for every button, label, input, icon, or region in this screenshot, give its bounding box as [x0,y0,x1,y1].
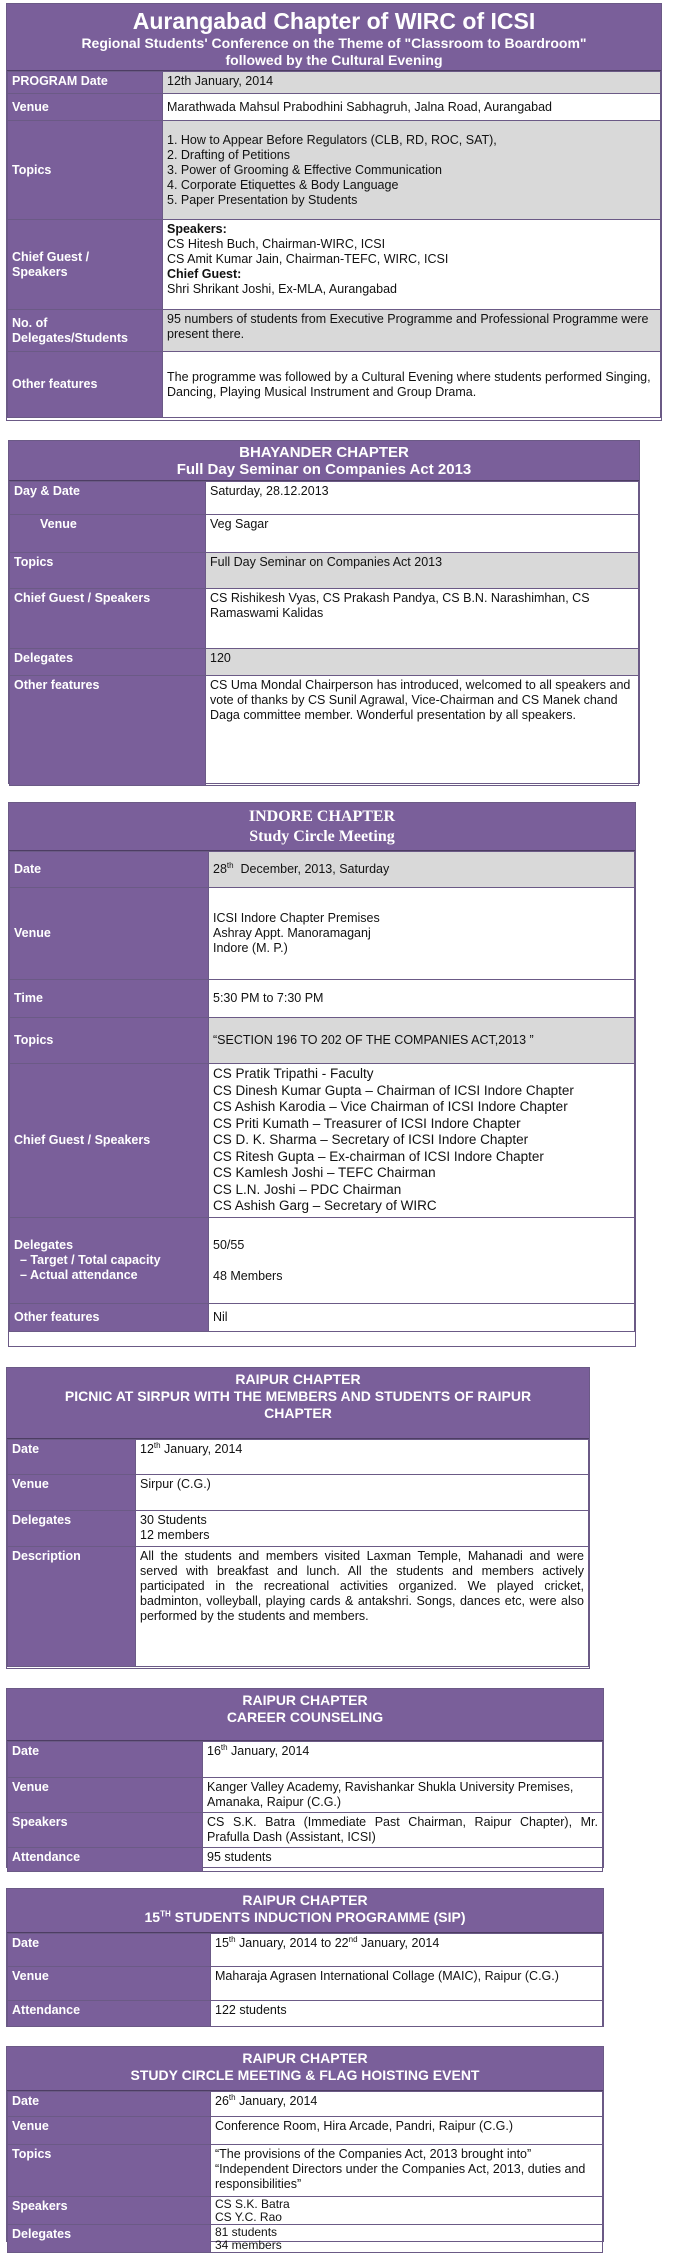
raipur-picnic-venue-label: Venue [8,1475,136,1511]
venue-line: Indore (M. P.) [213,941,288,955]
aurangabad-venue-label: Venue [8,94,163,121]
raipur-sip-header [7,1889,603,1933]
date-day: 15 [215,1936,229,1950]
date-day: 26 [215,2094,229,2108]
raipur-study-venue-value: Conference Room, Hira Arcade, Pandri, Raipur (C.G.) [211,2117,603,2145]
raipur-study-date-value [211,2092,603,2117]
raipur-career-date-value [203,1742,603,1778]
raipur-study-venue-label: Venue [8,2117,211,2145]
raipur-sip-date-value [211,1934,603,1967]
bhayander-date-value: Saturday, 28.12.2013 [206,482,639,515]
aurangabad-delegates-label [8,310,163,352]
guest-item: CS Dinesh Kumar Gupta – Chairman of ICSI Indore Chapter [213,1082,574,1098]
date-mid: January, 2014 to 22 [235,1936,349,1950]
guest-label-line: Speakers [12,264,68,279]
bhayander-venue-value: Veg Sagar [206,515,639,553]
guest-item: CS Kamlesh Joshi – TEFC Chairman [213,1165,436,1180]
raipur-career-speakers-label: Speakers [8,1813,203,1848]
aurangabad-date-value: 12th January, 2014 [163,72,661,94]
raipur-sip-venue-label: Venue [8,1967,211,2001]
aurangabad-subtitle-1: Regional Students' Conference on the Theme of "Classroom to Boardroom" [81,35,587,51]
guest-item: CS L.N. Joshi – PDC Chairman [213,1181,402,1197]
aurangabad-header [7,4,661,71]
raipur-picnic-table [7,1439,589,1667]
delegates-label-line: – Actual attendance [20,1268,138,1282]
venue-line: Ashray Appt. Manoramaganj [213,926,371,940]
guest-item: CS D. K. Sharma – Secretary of ICSI Indore Chapter [213,1132,529,1147]
date-rest: January, 2014 [227,1744,310,1758]
raipur-study-topics-value: “The provisions of the Companies Act, 2013 brought into” “Independent Directors under the Companies Act, 2013, duties and responsibilities” [211,2145,603,2197]
raipur-sip-attendance-value: 122 students [211,2001,603,2027]
indore-venue-value [209,888,635,980]
raipur-picnic-title: RAIPUR CHAPTER [235,1371,361,1387]
raipur-study-date-label: Date [8,2092,211,2117]
raipur-career-date-label: Date [8,1742,203,1778]
delegates-label-line: – Target / Total capacity [20,1253,161,1267]
bhayander-date-label: Day & Date [10,482,206,515]
indore-other-label: Other features [10,1304,209,1332]
aurangabad-topics-list [163,121,661,220]
raipur-sip-subtitle [7,1909,603,1926]
raipur-picnic-header [7,1368,589,1439]
indore-section [8,802,636,1347]
raipur-career-venue-label: Venue [8,1778,203,1813]
raipur-picnic-delegates-value [136,1511,589,1547]
date-rest: December, 2013, Saturday [233,862,390,876]
raipur-picnic-date-label: Date [8,1440,136,1475]
raipur-study-header [7,2047,603,2091]
raipur-career-attendance-label: Attendance [8,1848,203,1872]
bhayander-section [8,440,640,784]
subtitle-number: 15 [144,1909,161,1925]
indore-table [9,851,635,1332]
aurangabad-section [6,3,662,421]
speaker-line: CS S.K. Batra [215,2197,290,2211]
bhayander-other-label: Other features [10,676,206,786]
aurangabad-title: Aurangabad Chapter of WIRC of ICSI [132,8,536,34]
delegates-label-line: Delegates/Students [12,330,129,345]
indore-date-label: Date [10,852,209,888]
venue-line: ICSI Indore Chapter Premises [213,911,380,925]
delegates-label-line: No. of [12,315,48,330]
indore-topics-label: Topics [10,1018,209,1064]
topic-item: 1. How to Appear Before Regulators (CLB, RD, ROC, SAT), [167,132,497,147]
raipur-study-topics-label: Topics [8,2145,211,2197]
topic-item: 5. Paper Presentation by Students [167,192,358,207]
indore-delegates-label [10,1218,209,1304]
raipur-study-subtitle: STUDY CIRCLE MEETING & FLAG HOISTING EVENT [130,2067,480,2083]
aurangabad-other-value: The programme was followed by a Cultural Evening where students performed Singing, Dancing, Playing Musical Instrument and Group Drama. [163,352,661,418]
raipur-sip-table [7,1933,603,2027]
delegates-actual: 48 Members [213,1268,283,1283]
aurangabad-delegates-value: 95 numbers of students from Executive Programme and Professional Programme were present there. [163,310,661,352]
date-day: 16 [207,1744,221,1758]
aurangabad-venue-value: Marathwada Mahsul Prabodhini Sabhagruh, Jalna Road, Aurangabad [163,94,661,121]
bhayander-delegates-value: 120 [206,649,639,676]
date-day: 28 [213,862,227,876]
date-suffix: th [220,1742,228,1752]
raipur-sip-venue-value: Maharaja Agrasen International Collage (MAIC), Raipur (C.G.) [211,1967,603,2001]
indore-time-label: Time [10,980,209,1018]
indore-title: INDORE CHAPTER [248,808,396,825]
bhayander-topics-label: Topics [10,553,206,589]
topic-item: 2. Drafting of Petitions [167,147,290,162]
raipur-career-venue-value: Kanger Valley Academy, Ravishankar Shukla University Premises, Amanaka, Raipur (C.G.) [203,1778,603,1813]
aurangabad-table [7,71,661,418]
indore-date-value [209,852,635,888]
guest-item: CS Ritesh Gupta – Ex-chairman of ICSI Indore Chapter [213,1148,544,1164]
indore-guest-list [209,1064,635,1218]
raipur-study-section [6,2046,604,2252]
speakers-heading: Speakers: [167,222,227,236]
date-rest: January, 2014 [160,1442,243,1456]
speaker-item: CS Hitesh Buch, Chairman-WIRC, ICSI [167,237,386,251]
raipur-study-speakers-label: Speakers [8,2197,211,2225]
aurangabad-topics-label: Topics [8,121,163,220]
guest-label-line: Chief Guest / [12,249,90,264]
delegates-line: 30 Students [140,1513,207,1527]
bhayander-subtitle: Full Day Seminar on Companies Act 2013 [176,461,472,478]
raipur-career-speakers-value: CS S.K. Batra (Immediate Past Chairman, Raipur Chapter), Mr. Prafulla Dash (Assistant, ICSI) [203,1813,603,1848]
indore-venue-label: Venue [10,888,209,980]
raipur-study-title: RAIPUR CHAPTER [242,2050,368,2066]
raipur-career-subtitle: CAREER COUNSELING [226,1709,384,1725]
delegates-line: 81 students [215,2225,278,2239]
raipur-sip-section [6,1888,604,2027]
guest-item: CS Priti Kumath – Treasurer of ICSI Indore Chapter [213,1115,521,1131]
aurangabad-other-label: Other features [8,352,163,418]
date-suffix: nd [348,1934,358,1944]
indore-subtitle: Study Circle Meeting [249,828,395,845]
indore-guest-label: Chief Guest / Speakers [10,1064,209,1218]
topic-item: 4. Corporate Etiquettes & Body Language [167,177,399,192]
bhayander-title: BHAYANDER CHAPTER [239,444,409,461]
chief-guest-heading: Chief Guest: [167,267,242,281]
bhayander-table [9,481,639,786]
raipur-picnic-date-value [136,1440,589,1475]
delegates-label-line: Delegates [14,1238,74,1252]
subtitle-rest: STUDENTS INDUCTION PROGRAMME (SIP) [170,1909,466,1925]
raipur-career-header [7,1689,603,1741]
indore-time-value: 5:30 PM to 7:30 PM [209,980,635,1018]
raipur-picnic-section [6,1367,590,1669]
date-suffix: th [153,1440,161,1450]
indore-delegates-value [209,1218,635,1304]
raipur-sip-attendance-label: Attendance [8,2001,211,2027]
bhayander-delegates-label: Delegates [10,649,206,676]
raipur-career-section [6,1688,604,1868]
raipur-picnic-subtitle-1: PICNIC AT SIRPUR WITH THE MEMBERS AND STUDENTS OF RAIPUR [64,1388,532,1404]
date-suffix: th [228,2092,236,2102]
speaker-item: CS Amit Kumar Jain, Chairman-TEFC, WIRC, ICSI [167,252,449,266]
delegates-line: 34 members [215,2238,282,2252]
aurangabad-guest-label [8,220,163,310]
raipur-career-table [7,1741,603,1872]
date-rest: January, 2014 [357,1936,440,1950]
bhayander-guest-label: Chief Guest / Speakers [10,589,206,649]
topic-item: 3. Power of Grooming & Effective Communication [167,162,442,177]
bhayander-other-value: CS Uma Mondal Chairperson has introduced, welcomed to all speakers and vote of thanks by CS Sunil Agrawal, Vice-Chairman and CS Manek chand Daga committee member. Wonderful presentation by all speakers. [206,676,639,786]
date-rest: January, 2014 [235,2094,318,2108]
guest-item: CS Pratik Tripathi - Faculty [213,1066,374,1081]
raipur-study-delegates-value [211,2225,603,2253]
aurangabad-guest-value [163,220,661,310]
delegates-line: 12 members [140,1528,210,1542]
raipur-picnic-desc-value: All the students and members visited Laxman Temple, Mahanadi and were served with breakfast and lunch. All the students and members actively participated in the recreational activities organized. We played cricket, badminton, volleyball, playing cards & antakshri. Songs, dances etc, were also performed by the students and members. [136,1547,589,1667]
guest-item: CS Ashish Karodia – Vice Chairman of ICSI Indore Chapter [213,1099,568,1114]
raipur-picnic-venue-value: Sirpur (C.G.) [136,1475,589,1511]
subtitle-suffix: TH [160,1909,171,1919]
indore-other-value: Nil [209,1304,635,1332]
bhayander-topics-value: Full Day Seminar on Companies Act 2013 [206,553,639,589]
date-suffix: th [226,860,234,870]
speaker-line: CS Y.C. Rao [215,2210,282,2224]
delegates-target: 50/55 [213,1237,245,1252]
guest-item: CS Ashish Garg – Secretary of WIRC [213,1198,437,1213]
bhayander-header [9,441,639,481]
raipur-career-attendance-value: 95 students [203,1848,603,1872]
raipur-picnic-subtitle-2: CHAPTER [264,1405,332,1421]
bhayander-venue-label: Venue [10,515,206,553]
raipur-study-delegates-label: Delegates [8,2225,211,2253]
indore-header [9,803,635,851]
raipur-study-speakers-value [211,2197,603,2225]
bhayander-guest-value: CS Rishikesh Vyas, CS Prakash Pandya, CS B.N. Narashimhan, CS Ramaswami Kalidas [206,589,639,649]
aurangabad-date-label: PROGRAM Date [8,72,163,94]
raipur-picnic-delegates-label: Delegates [8,1511,136,1547]
raipur-sip-date-label: Date [8,1934,211,1967]
date-day: 12 [140,1442,154,1456]
raipur-career-title: RAIPUR CHAPTER [242,1692,368,1708]
indore-topics-value: “SECTION 196 TO 202 OF THE COMPANIES ACT,2013 ” [209,1018,635,1064]
raipur-sip-title: RAIPUR CHAPTER [242,1892,368,1908]
raipur-picnic-desc-label: Description [8,1547,136,1667]
chief-guest-item: Shri Shrikant Joshi, Ex-MLA, Aurangabad [167,282,397,296]
raipur-study-table [7,2091,603,2253]
date-suffix: th [228,1934,236,1944]
aurangabad-subtitle-2: followed by the Cultural Evening [225,52,443,68]
